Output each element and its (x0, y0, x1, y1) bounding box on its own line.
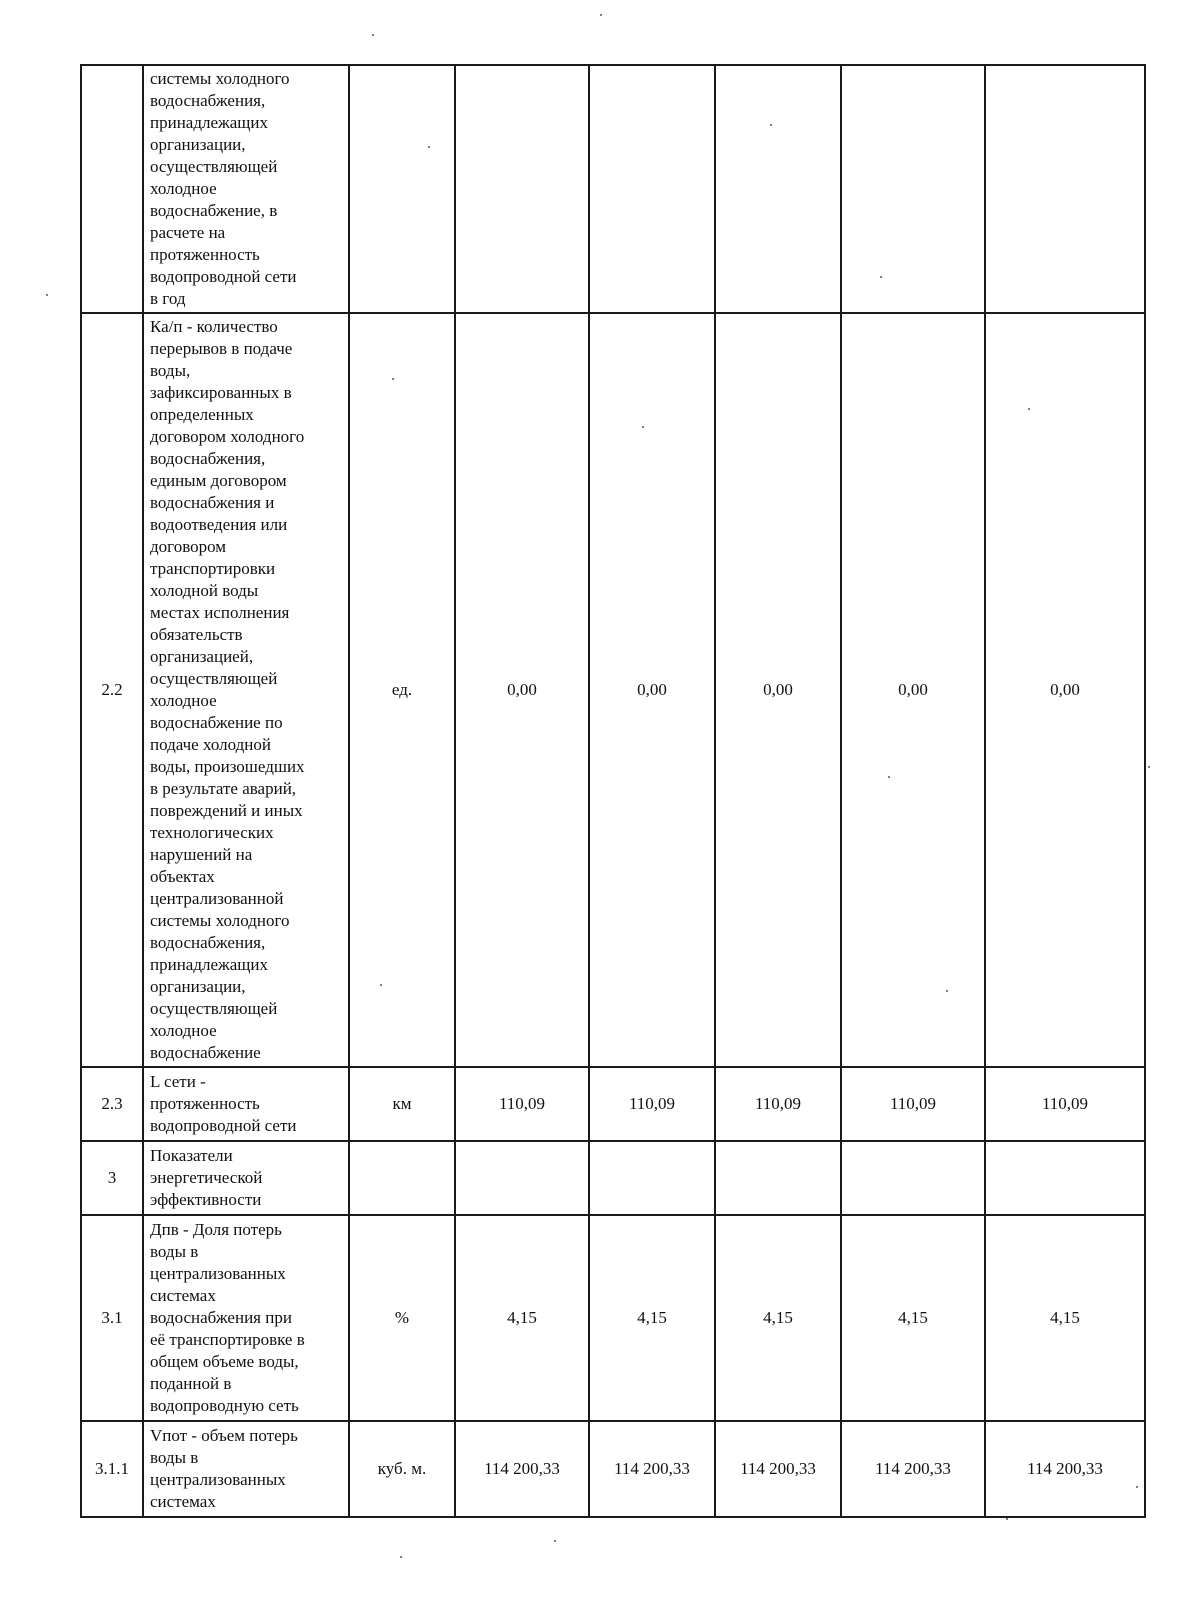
scan-speck (600, 14, 602, 16)
indicator-name: Vпот - объем потерь воды в централизованных системах (143, 1421, 349, 1517)
scan-speck (46, 294, 48, 296)
value-cell: 0,00 (715, 313, 841, 1067)
unit-cell: % (349, 1215, 455, 1421)
unit-cell: ед. (349, 313, 455, 1067)
value-cell (589, 1141, 715, 1215)
value-cell: 4,15 (715, 1215, 841, 1421)
scan-speck (770, 124, 772, 126)
scan-speck (642, 426, 644, 428)
indicator-name: системы холодного водоснабжения, принадлежащих организации, осуществляющей холодное водоснабжение, в расчете на протяженность водопроводной сети в год (143, 65, 349, 313)
unit-cell (349, 1141, 455, 1215)
value-cell: 0,00 (985, 313, 1145, 1067)
value-cell: 114 200,33 (715, 1421, 841, 1517)
value-cell: 114 200,33 (589, 1421, 715, 1517)
row-number: 2.3 (81, 1067, 143, 1141)
value-cell: 4,15 (841, 1215, 985, 1421)
unit-cell: куб. м. (349, 1421, 455, 1517)
value-cell: 110,09 (715, 1067, 841, 1141)
row-number: 3.1 (81, 1215, 143, 1421)
scan-speck (372, 34, 374, 36)
scan-speck (1006, 1518, 1008, 1520)
value-cell: 110,09 (841, 1067, 985, 1141)
value-cell: 0,00 (589, 313, 715, 1067)
indicator-name: Дпв - Доля потерь воды в централизованных системах водоснабжения при её транспортировке в общем объеме воды, поданной в водопроводную сеть (143, 1215, 349, 1421)
value-cell (715, 1141, 841, 1215)
indicators-table (80, 64, 1146, 1518)
value-cell: 110,09 (985, 1067, 1145, 1141)
row-number: 3 (81, 1141, 143, 1215)
value-cell (841, 1141, 985, 1215)
indicator-name: L сети - протяженность водопроводной сети (143, 1067, 349, 1141)
scan-speck (554, 1540, 556, 1542)
table-row (81, 1141, 1145, 1215)
scan-speck (880, 276, 882, 278)
value-cell (985, 1141, 1145, 1215)
value-cell: 0,00 (455, 313, 589, 1067)
value-cell: 110,09 (589, 1067, 715, 1141)
value-cell: 114 200,33 (985, 1421, 1145, 1517)
table-row (81, 313, 1145, 1067)
scan-speck (888, 776, 890, 778)
scan-speck (428, 146, 430, 148)
row-number: 3.1.1 (81, 1421, 143, 1517)
value-cell: 0,00 (841, 313, 985, 1067)
value-cell: 4,15 (589, 1215, 715, 1421)
scan-speck (1028, 408, 1030, 410)
row-number (81, 65, 143, 313)
value-cell (455, 1141, 589, 1215)
table-row (81, 65, 1145, 313)
value-cell: 110,09 (455, 1067, 589, 1141)
value-cell: 4,15 (455, 1215, 589, 1421)
value-cell (841, 65, 985, 313)
unit-cell: км (349, 1067, 455, 1141)
value-cell (985, 65, 1145, 313)
scan-speck (1148, 766, 1150, 768)
scan-speck (946, 990, 948, 992)
table-row (81, 1215, 1145, 1421)
value-cell (715, 65, 841, 313)
table-row (81, 1421, 1145, 1517)
value-cell: 114 200,33 (455, 1421, 589, 1517)
scan-speck (380, 984, 382, 986)
scan-speck (392, 378, 394, 380)
unit-cell (349, 65, 455, 313)
indicator-name: Ка/п - количество перерывов в подаче воды, зафиксированных в определенных договором холодного водоснабжения, единым договором водоснабжения и водоотведения или договором транспортировки холодной воды местах исполнения обязательств организацией, осуществляющей холодное водоснабжение по подаче холодной воды, произошедших в результате аварий, повреждений и иных технологических нарушений на объектах централизованной системы холодного водоснабжения, принадлежащих организации, осуществляющей холодное водоснабжение (143, 313, 349, 1067)
value-cell (455, 65, 589, 313)
scan-speck (1136, 1486, 1138, 1488)
value-cell: 4,15 (985, 1215, 1145, 1421)
indicator-name: Показатели энергетической эффективности (143, 1141, 349, 1215)
row-number: 2.2 (81, 313, 143, 1067)
value-cell: 114 200,33 (841, 1421, 985, 1517)
scan-speck (400, 1556, 402, 1558)
value-cell (589, 65, 715, 313)
table-row (81, 1067, 1145, 1141)
